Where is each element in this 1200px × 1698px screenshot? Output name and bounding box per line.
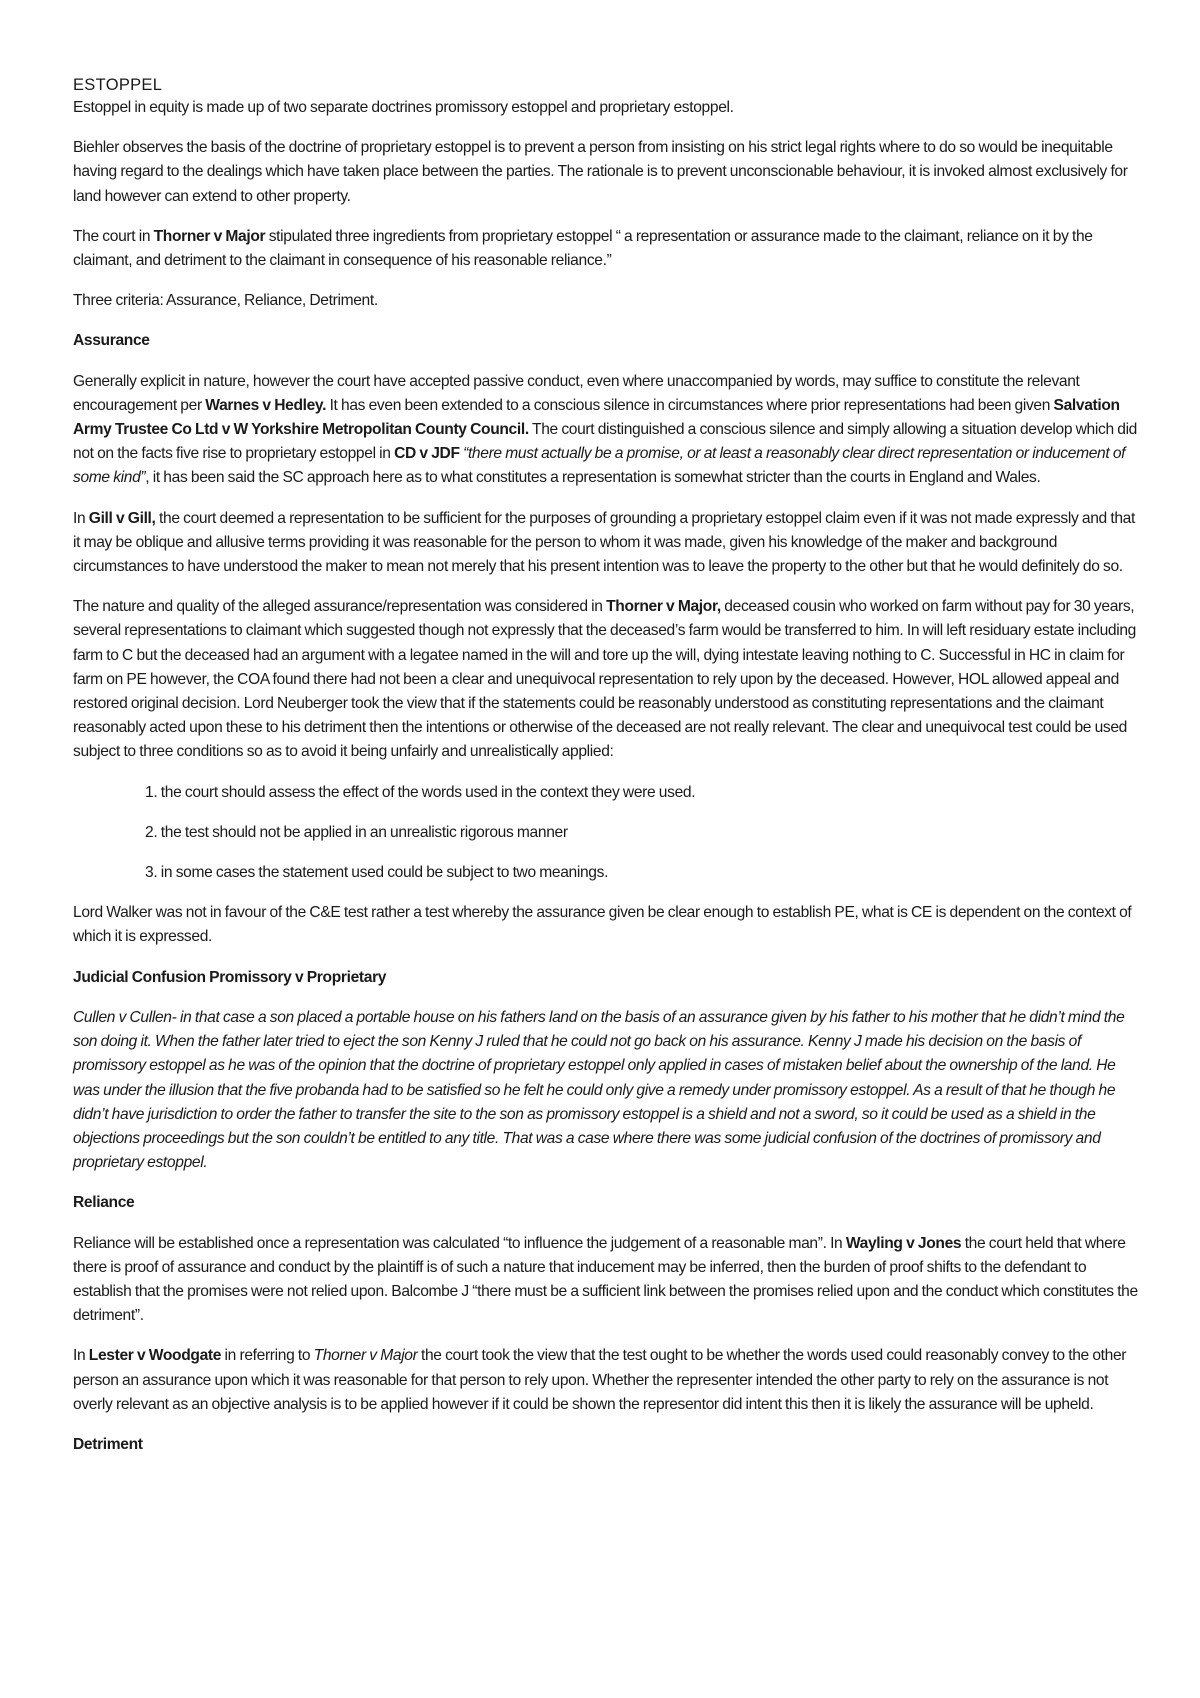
case-name: Wayling v Jones — [845, 1234, 962, 1252]
text: the court took the view that the test ought to be whether the words used could reasonably convey to the other person an assurance upon which it was reasonable for that person to rely upon. Whether the representer intended the other party to rely on the assurance is not overly relevant as an objective analysis is to be applied however if it could be shown the representor did intent this then it is likely the assurance will be upheld. — [73, 1347, 1127, 1413]
case-name: Thorner v Major, — [606, 598, 721, 616]
list-item: 2. the test should not be applied in an unrealistic rigorous manner — [145, 823, 568, 841]
list-item: 3. in some cases the statement used could be subject to two meanings. — [145, 864, 609, 882]
conditions-list — [73, 781, 1143, 886]
text: Generally explicit in nature, however the court have accepted passive conduct, even where unaccompanied by words, may suffice to constitute the relevant encouragement per — [73, 372, 1080, 414]
text: the court deemed a representation to be sufficient for the purposes of grounding a proprietary estoppel claim even if it was not made expressly and that it may be oblique and allusive terms providing it was reasonable for the person to whom it was made, given his knowledge of the maker and background circumstances to have understood the maker to mean not merely that his present intention was to leave the property to the other but that he would definitely do so. — [73, 509, 1135, 576]
text: the court held that where there is proof of assurance and conduct by the plaintiff is of such a nature that inducement may be inferred, then the burden of proof shifts to the defendant to establish that the promises were not relied upon. Balcombe J “there must be a sufficient link between the promises relied upon and the conduct which constitutes the detriment”. — [73, 1234, 1138, 1325]
cullen-paragraph: Cullen v Cullen- in that case a son placed a portable house on his fathers land on the basis of an assurance given by his father to his mother that he didn’t mind the son doing it. When the father later tried to eject the son Kenny J ruled that he could not go back on his assurance. Kenny J made his decision on the basis of promissory estoppel as he was of the opinion that the doctrine of proprietary estoppel only applied in cases of mistaken belief about the ownership of the land. He was under the illusion that the five probanda had to be satisfied so he felt he could only give a remedy under promissory estoppel. As a result of that he though he didn’t have jurisdiction to order the father to transfer the site to the son as promissory estoppel is a shield and not a sword, so it could be used as a shield in the objections proceedings but the son couldn’t be entitled to any title. That was a case where there was some judicial confusion of the doctrines of promissory and proprietary estoppel. — [73, 1008, 1125, 1172]
case-name-italic: Thorner v Major — [313, 1347, 418, 1365]
case-name: Thorner v Major — [153, 227, 266, 245]
text: The court in — [73, 227, 154, 245]
quote: “there must actually be a promise, or at least a reasonably clear direct representation or inducement of some kind” — [73, 445, 1126, 487]
text: The court distinguished a conscious silence and simply allowing a situation develop which did not on the facts five rise to proprietary estoppel in — [73, 421, 1138, 463]
case-name: CD v JDF — [394, 445, 460, 463]
case-name: Lester v Woodgate — [88, 1347, 222, 1365]
gill-paragraph — [73, 507, 1143, 580]
walker-paragraph: Lord Walker was not in favour of the C&E test rather a test whereby the assurance given be clear enough to establish PE, what is CE is dependent on the context of which it is expressed. — [73, 904, 1132, 946]
intro-paragraph: Estoppel in equity is made up of two separate doctrines promissory estoppel and proprietary estoppel. — [73, 99, 734, 116]
text: In — [73, 1347, 89, 1365]
case-name: Warnes v Hedley. — [205, 396, 327, 414]
reliance-heading: Reliance — [73, 1194, 135, 1212]
confusion-heading: Judicial Confusion Promissory v Proprietary — [73, 968, 387, 986]
text: Reliance will be established once a representation was calculated “to influence the judgement of a reasonable man”. In — [73, 1234, 846, 1252]
criteria-paragraph: Three criteria: Assurance, Reliance, Detriment. — [73, 292, 378, 310]
biehler-paragraph: Biehler observes the basis of the doctrine of proprietary estoppel is to prevent a person from insisting on his strict legal rights where to do so would be inequitable having regard to the dealings which have taken place between the parties. The rationale is to prevent unconscionable behaviour, it is invoked almost exclusively for land however can extend to other property. — [73, 139, 1128, 205]
thorner-ingredients-paragraph — [73, 225, 1143, 273]
case-name: Gill v Gill, — [88, 509, 156, 527]
reliance-paragraph — [73, 1232, 1143, 1329]
text: in referring to — [221, 1347, 314, 1365]
document-title: ESTOPPEL — [73, 76, 163, 94]
text: deceased cousin who worked on farm without pay for 30 years, several representations to claimant which suggested though not expressly that the deceased’s farm would be transferred to him. In will left residuary estate including farm to C but the deceased had an argument with a legatee named in the will and tore up the will, dying intestate leaving nothing to C. Successful in HC in claim for farm on PE however, the COA found there had not been a clear and unequivocal representation to rely upon by the deceased. However, HOL allowed appeal and restored original decision. Lord Neuberger took the view that if the statements could be reasonably understood as constituting representations and the claimant reasonably acted upon these to his detriment then the intentions or otherwise of the deceased are not really relevant. The clear and unequivocal test could be used subject to three conditions so as to avoid it being unfairly and unrealistically applied: — [73, 598, 1137, 761]
lester-paragraph — [73, 1344, 1143, 1417]
text: The nature and quality of the alleged assurance/representation was considered in — [73, 598, 607, 616]
nature-paragraph — [73, 595, 1143, 764]
text: In — [73, 509, 89, 527]
text: stipulated three ingredients from proprietary estoppel “ a representation or assurance made to the claimant, reliance on it by the claimant, and detriment to the claimant in consequence of his reasonable reliance.” — [73, 227, 1093, 270]
document-page — [73, 74, 1143, 1473]
assurance-heading: Assurance — [73, 332, 150, 350]
text: , it has been said the SC approach here as to what constitutes a representation is somewhat stricter than the courts in England and Wales. — [145, 469, 1041, 487]
detriment-heading: Detriment — [73, 1435, 143, 1453]
assurance-paragraph — [73, 370, 1143, 491]
case-name: Salvation Army Trustee Co Ltd v W Yorkshire Metropolitan County Council. — [73, 396, 1120, 439]
text: It has even been extended to a conscious silence in circumstances where prior representations had been given — [326, 396, 1054, 414]
list-item: 1. the court should assess the effect of the words used in the context they were used. — [145, 783, 696, 801]
